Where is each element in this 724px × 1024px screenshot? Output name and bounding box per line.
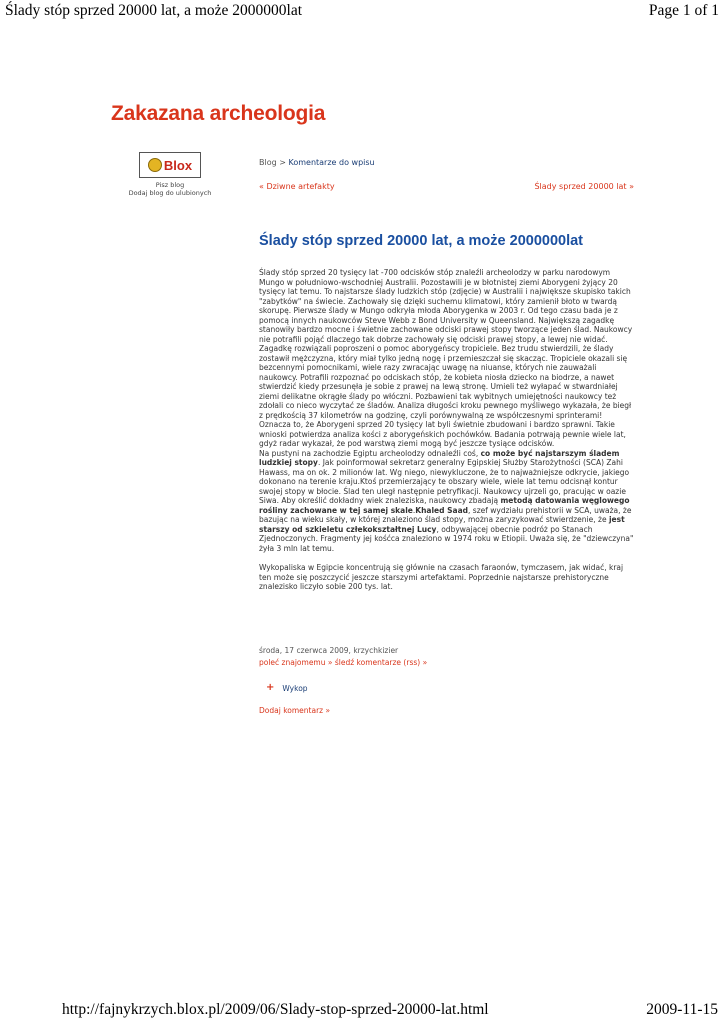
text-span: .: [412, 505, 416, 515]
bold-span: metodą datowania węglowego rośliny zachowane w tej samej skale: [259, 496, 630, 515]
breadcrumb-separator: >: [279, 158, 286, 167]
text-span: , odbywającej obecnie podróż po Stanach Zjednoczonych. Fragmenty jej kośćca znaleziono w 1974 roku w Etiopii. Uważa się, że "dziewczyna" żyła 3 mln lat temu.: [259, 524, 634, 553]
bold-span: jest starszy od szkieletu człekokształtnej Lucy: [259, 515, 625, 534]
share-wykop: [266, 683, 308, 693]
breadcrumb: [259, 158, 375, 167]
blox-bee-icon: [148, 158, 162, 172]
post-paragraph: Ślady stóp sprzed 20 tysięcy lat -700 odcisków stóp znaleźli archeolodzy w parku narodowym Mungo w południowo-wschodniej Australii. Pozostawili je w błotnistej ziemi Aborygeni żyjący 20 tysięcy lat temu. To najstarsze ślady ludzkich stóp (zdjęcie) w Australii i największe skupisko takich "zabytków" na świecie. Zachowały się dzięki suchemu klimatowi, który zamienił błoto w twardą skorupę. Pierwsze ślady w Mungo odkryła młoda Aborygenka w 2003 r. Od tego czasu bada je z pomocą innych naukowców Steve Webb z Bond University w Queensland. Największą zagadkę stanowiły bardzo mocne i świetnie zachowane odciski prawej stopy tworzące jeden ślad. Naukowcy nie potrafili pojąć dlaczego tak dobrze zachowały się odciski prawej stopy, a lewej nie widać. Zagadkę rozwiązali poproszeni o pomoc aborygeńscy tropiciele. Bez trudu stwierdzili, że ślady zostawił mężczyzna, który miał tylko jedną nogę i przemieszczał się skacząc. Tropiciele okazali się bezcennymi pomocnikami, wiele razy zwracając uwagę na niuanse, których nie zauważali naukowcy. Potrafili rozpoznać po odciskach stóp, że kobieta niosła dziecko na biodrze, a nawet stwierdzić kiedy przesunęła je sobie z prawej na lewą stronę. Umieli też wyłapać w stwardniałej ziemi delikatne okrągłe ślady po włóczni. Pozbawieni tak wybitnych umiejętności naukowcy też zdołali co nieco wyczytać ze śladów. Analiza długości kroku pewnego myśliwego wykazała, że biegł z prędkością 37 kilometrów na godzinę, czyli porównywalną ze współczesnymi sprinterami! Oznacza to, że Aborygeni sprzed 20 tysięcy lat byli świetnie zbudowani i bardzo sprawni. Takie wnioski potwierdza analiza kości z aborygeńskich pochówków. Badania potrwają pewnie wiele lat, gdyż radar wykazał, że pod warstwą ziemi mogą być jeszcze tysiące odcisków.: [259, 268, 633, 448]
text-span: Na pustyni na zachodzie Egiptu archeolodzy odnaleźli coś,: [259, 448, 481, 458]
print-footer: [62, 1001, 718, 1021]
wykop-link[interactable]: Wykop: [282, 683, 308, 693]
text-span: , szef wydziału prehistorii w SCA, uważa, że bazując na wieku skały, w której znaleziono ślad stopy, można zaryzykować stwierdzenie, że: [259, 505, 632, 524]
print-page-number: Page 1 of 1: [648, 2, 719, 19]
text-span: . Jak poinformował sekretarz generalny Egipskiej Służby Starożytności (SCA) Zahi Hawass, ma on ok. 2 milionów lat. Wg niego, niewykluczone, że to najważniejsze odkrycie, jakiego dokonano na terenie kraju.Ktoś przemierzający te obszary wiele, wiele lat temu odcisnął kontur swojej stopy w błocie. Ślad ten uległ następnie petryfikacji. Naukowcy ujrzeli go, pracując w oazie Siwa. Aby określić dokładny wiek znaleziska, naukowcy zbadają: [259, 458, 630, 505]
write-blog-link[interactable]: Pisz blog: [155, 181, 185, 189]
post-paragraph: Wykopaliska w Egipcie koncentrują się głównie na czasach faraonów, tymczasem, jak widać, kraj ten może się poszczycić jeszcze starszymi artefaktami. Poprzednie najstarsze prehistoryczne znalezisko liczyło sobie 200 tys. lat.: [259, 563, 624, 591]
blox-logo-text: Blox: [163, 157, 193, 173]
breadcrumb-current[interactable]: Komentarze do wpisu: [288, 158, 375, 167]
print-header: [5, 2, 719, 22]
print-date: 2009-11-15: [646, 1001, 718, 1018]
plus-icon: +: [266, 682, 275, 693]
post-meta: środa, 17 czerwca 2009, krzychkizier: [259, 646, 399, 655]
post-actions-links[interactable]: poleć znajomemu » śledź komentarze (rss) »: [259, 658, 428, 667]
print-page-title: Ślady stóp sprzed 20000 lat, a może 2000000lat: [5, 2, 303, 19]
blox-logo-link[interactable]: [139, 152, 201, 178]
print-url: http://fajnykrzych.blox.pl/2009/06/Slady-stop-sprzed-20000-lat.html: [62, 1001, 489, 1018]
post-paragraph: [259, 449, 634, 554]
post-title: Ślady stóp sprzed 20000 lat, a może 2000000lat: [259, 233, 583, 249]
bold-span: Khaled Saad: [415, 505, 469, 515]
add-comment-link[interactable]: Dodaj komentarz »: [259, 706, 331, 715]
blox-widget: [126, 152, 214, 197]
breadcrumb-blog-link[interactable]: Blog: [259, 158, 277, 167]
post-body: [259, 268, 634, 592]
add-favorites-link[interactable]: Dodaj blog do ulubionych: [128, 189, 212, 197]
next-post-link[interactable]: Ślady sprzed 20000 lat »: [534, 182, 634, 191]
blog-title-link[interactable]: Zakazana archeologia: [111, 102, 326, 125]
bold-span: co może być najstarszym śladem ludzkiej stopy: [259, 448, 620, 467]
prev-post-link[interactable]: « Dziwne artefakty: [259, 182, 335, 191]
